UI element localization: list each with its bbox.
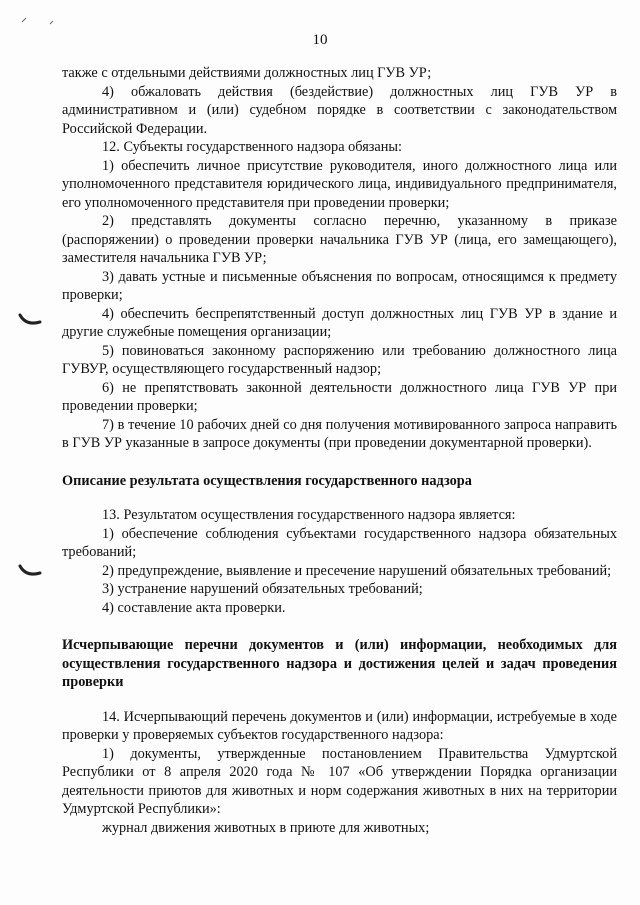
paragraph: журнал движения животных в приюте для животных; — [102, 819, 430, 836]
section-heading: Описание результата осуществления государственного надзора — [62, 472, 472, 489]
paragraph: 7) в течение 10 рабочих дней со дня получения мотивированного запроса направить в ГУВ УР указанные в запросе документы (при проведении документарной проверки). — [62, 416, 617, 451]
paragraph: 13. Результатом осуществления государственного надзора является: — [102, 507, 516, 523]
paragraph: 12. Субъекты государственного надзора обязаны: — [102, 139, 402, 155]
paragraph: также с отдельными действиями должностных лиц ГУВ УР; — [62, 65, 432, 81]
paragraph: 5) повиноваться законному распоряжению или требованию должностного лица ГУВУР, осуществляющего государственный надзор; — [62, 342, 617, 377]
paragraph: 3) давать устные и письменные объяснения по вопросам, относящимся к предмету проверки; — [62, 268, 617, 303]
paragraph: 1) документы, утвержденные постановлением Правительства Удмуртской Республики от 8 апреля 2020 года № 107 «Об утверждении Порядка организации деятельности приютов для животных и норм содержания животных в них на территории Удмуртской Республики»: — [62, 745, 617, 817]
paragraph: 14. Исчерпывающий перечень документов и (или) информации, истребуемые в ходе проверки у проверяемых субъектов государственного надзора: — [62, 708, 617, 743]
paragraph: 3) устранение нарушений обязательных требований; — [102, 581, 423, 597]
scan-corner-mark — [20, 16, 60, 26]
paragraph: 1) обеспечить личное присутствие руководителя, иного должностного лица или уполномоченного представителя юридического лица, индивидуального предпринимателя, его уполномоченного представителя при проведении проверки; — [62, 157, 617, 211]
page-number: 10 — [312, 32, 328, 48]
paragraph: 4) обжаловать действия (бездействие) должностных лиц ГУВ УР в административном и (или) судебном порядке в соответствии с законодательством Российской Федерации. — [62, 83, 617, 137]
paragraph: 6) не препятствовать законной деятельности должностного лица ГУВ УР при проведении проверки; — [62, 379, 617, 414]
paragraph: 2) предупреждение, выявление и пресечение нарушений обязательных требований; — [102, 562, 612, 579]
paragraph: 4) составление акта проверки. — [102, 599, 286, 616]
section-heading: Исчерпывающие перечни документов и (или) информации, необходимых для осуществления государственного надзора и достижения целей и задач проведения проверки — [62, 637, 617, 690]
paragraph: 1) обеспечение соблюдения субъектами государственного надзора обязательных требований; — [62, 525, 617, 560]
binder-hole-mark — [18, 312, 42, 326]
paragraph: 4) обеспечить беспрепятственный доступ должностных лиц ГУВ УР в здание и другие служебные помещения организации; — [62, 305, 617, 340]
paragraph: 2) представлять документы согласно перечню, указанному в приказе (распоряжении) о проведении проверки начальника ГУВ УР (лица, его замещающего), заместителя начальника ГУВ УР; — [62, 213, 617, 266]
binder-hole-mark — [18, 563, 42, 577]
document-body — [62, 64, 617, 837]
